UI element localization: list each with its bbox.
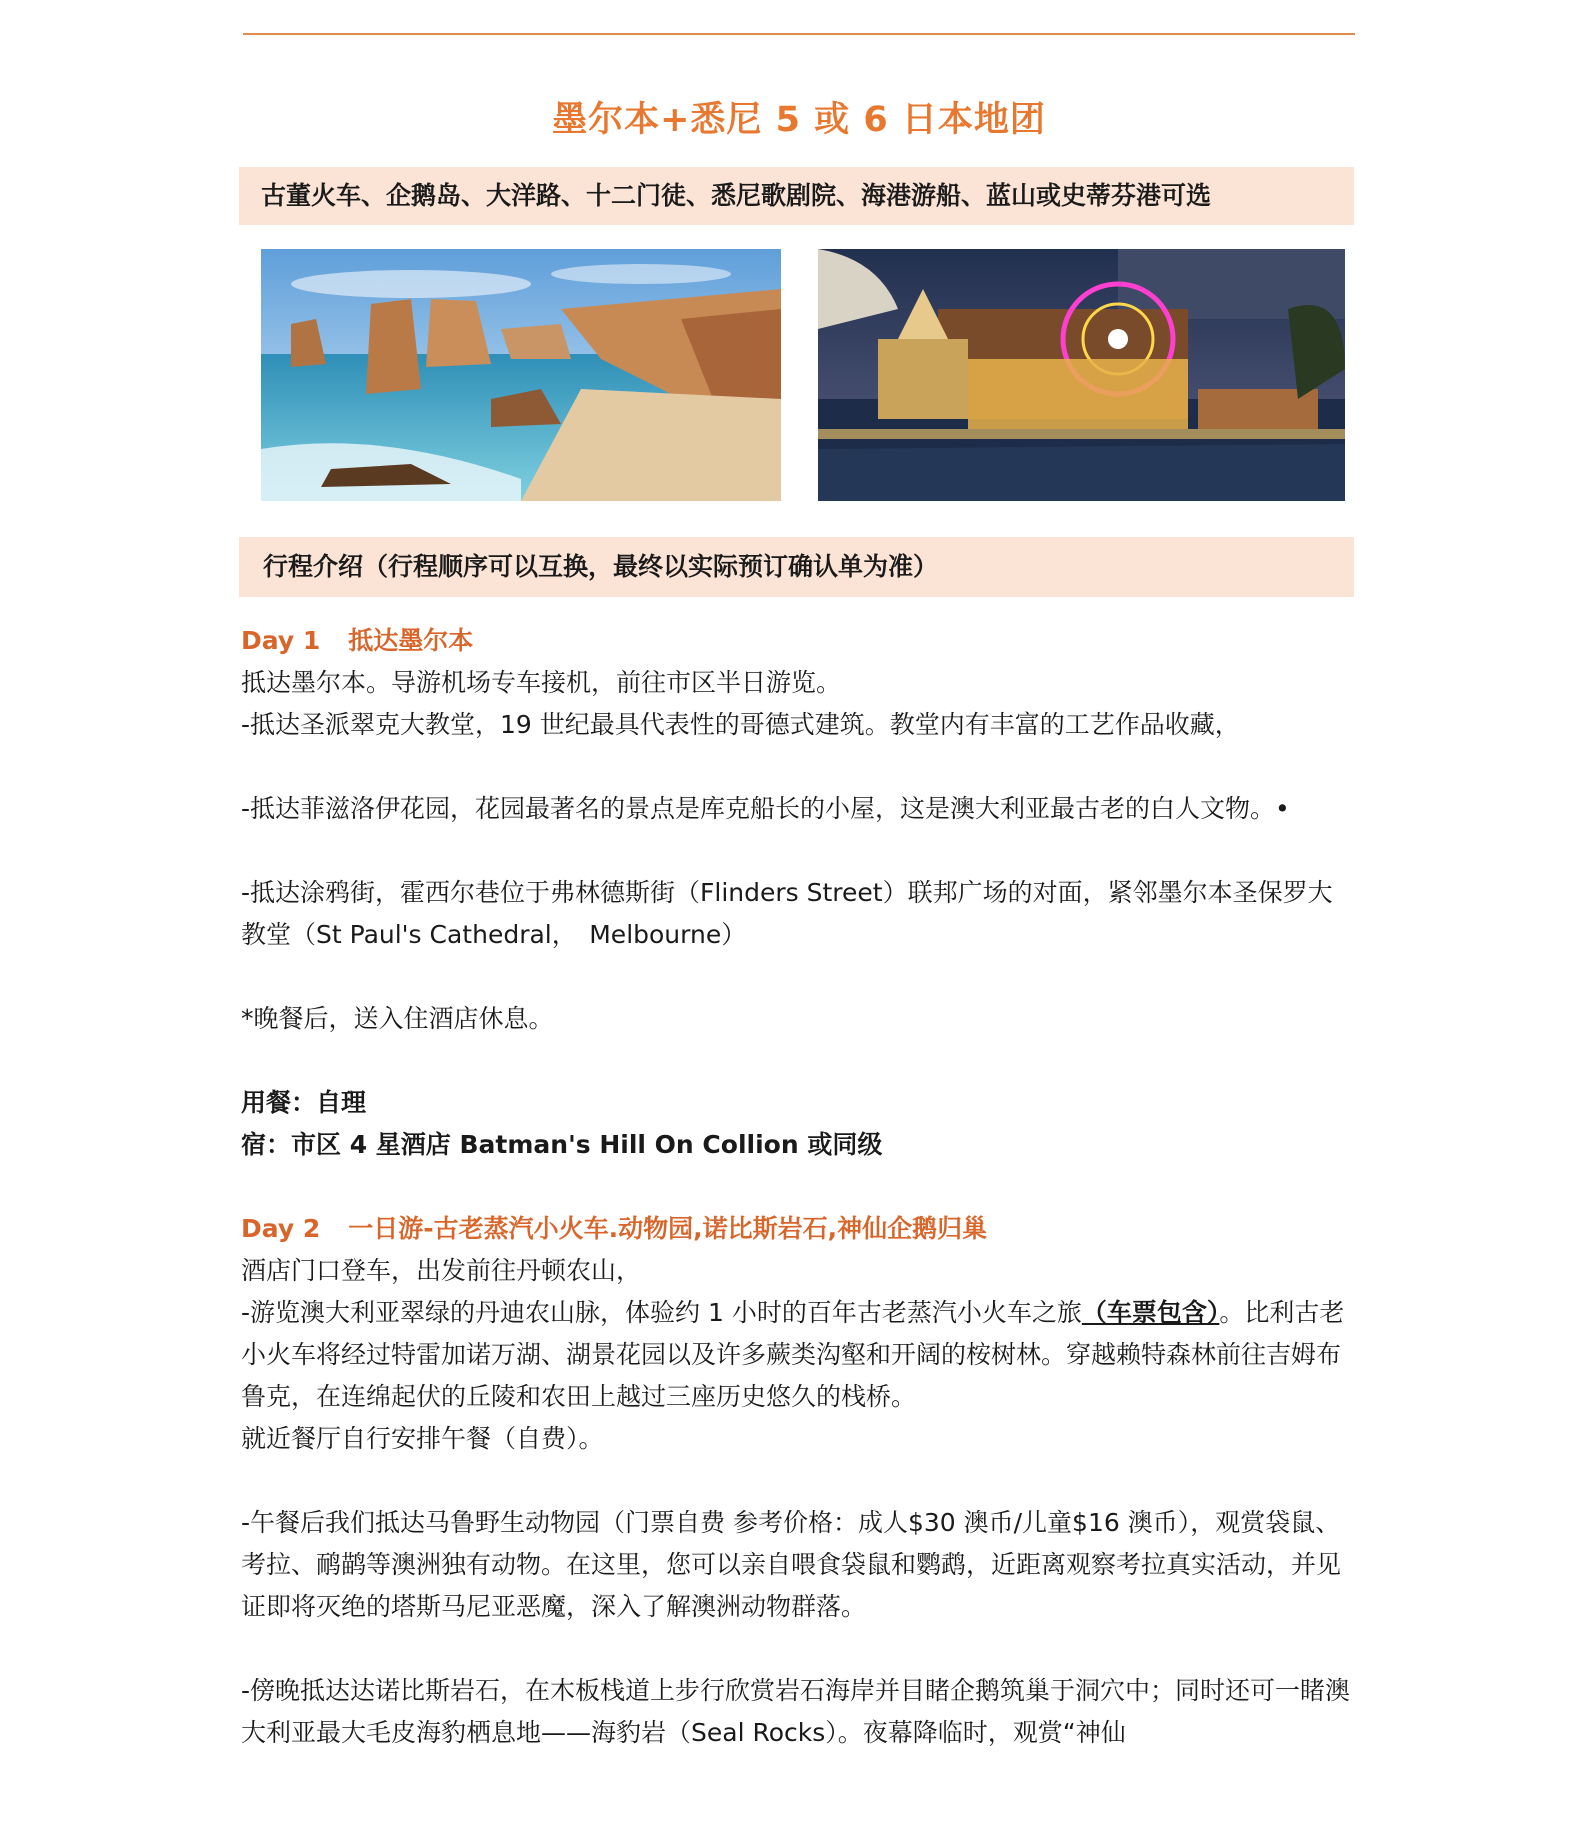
day2-title: 一日游-古老蒸汽小火车.动物园,诺比斯岩石,神仙企鹅归巢	[348, 1214, 988, 1243]
day1-heading	[241, 620, 1356, 662]
day2-line: -傍晚抵达达诺比斯岩石，在木板栈道上步行欣赏岩石海岸并目睹企鹅筑巢于洞穴中；同时还可一睹澳大利亚最大毛皮海豹栖息地——海豹岩（Seal Rocks）。夜幕降临时，观赏“神仙	[241, 1676, 1351, 1747]
day2-line: 酒店门口登车，出发前往丹顿农山，	[241, 1256, 642, 1285]
day1-label: Day 1	[241, 626, 321, 655]
day1-line: *晚餐后，送入住酒店休息。	[241, 1004, 554, 1033]
day1-meal: 用餐：自理	[241, 1088, 367, 1117]
day2-heading	[241, 1208, 1356, 1250]
day1-hotel: 宿：市区 4 星酒店 Batman's Hill On Collion 或同级	[241, 1130, 883, 1159]
top-divider	[243, 33, 1355, 35]
luna-park-photo	[818, 249, 1345, 501]
day2-train-text: -游览澳大利亚翠绿的丹迪农山脉，体验约 1 小时的百年古老蒸汽小火车之旅	[241, 1298, 1082, 1327]
day2-line: 就近餐厅自行安排午餐（自费）。	[241, 1424, 604, 1453]
page-title: 墨尔本+悉尼 5 或 6 日本地团	[552, 100, 1046, 140]
day1-title: 抵达墨尔本	[348, 626, 474, 655]
day2-train-route: 。比利古老小火车将经过特雷加诺万湖、湖景花园以及许多蕨类沟壑和开阔的桉树林。穿越赖特森林前往吉姆布鲁克，在连绵起伏的丘陵和农田上越过三座历史悠久的栈桥。	[241, 1298, 1345, 1411]
ticket-included-note: （车票包含）	[1081, 1298, 1220, 1327]
day1-line: -抵达圣派翠克大教堂，19 世纪最具代表性的哥德式建筑。教堂内有丰富的工艺作品收藏，	[241, 710, 1240, 739]
highlights-band: 古董火车、企鹅岛、大洋路、十二门徒、悉尼歌剧院、海港游船、蓝山或史蒂芬港可选	[239, 167, 1354, 225]
day2-line	[241, 1292, 1356, 1418]
itinerary-body	[241, 620, 1356, 1754]
itinerary-intro-band: 行程介绍（行程顺序可以互换，最终以实际预订确认单为准）	[239, 537, 1354, 597]
day1-line: -抵达菲滋洛伊花园，花园最著名的景点是库克船长的小屋，这是澳大利亚最古老的白人文物。•	[241, 794, 1290, 823]
day2-line: -午餐后我们抵达马鲁野生动物园（门票自费 参考价格：成人$30 澳币/儿童$16 澳币），观赏袋鼠、考拉、鸸鹋等澳洲独有动物。在这里，您可以亲自喂食袋鼠和鹦鹉，近距离观察考拉真实活动，并见证即将灭绝的塔斯马尼亚恶魔，深入了解澳洲动物群落。	[241, 1508, 1342, 1621]
day2-label: Day 2	[241, 1214, 321, 1243]
twelve-apostles-photo	[261, 249, 781, 501]
day1-line: -抵达涂鸦街，霍西尔巷位于弗林德斯街（Flinders Street）联邦广场的对面，紧邻墨尔本圣保罗大教堂（St Paul's Cathedral， Melbourne）	[241, 878, 1333, 949]
day1-line: 抵达墨尔本。导游机场专车接机，前往市区半日游览。	[241, 668, 842, 697]
